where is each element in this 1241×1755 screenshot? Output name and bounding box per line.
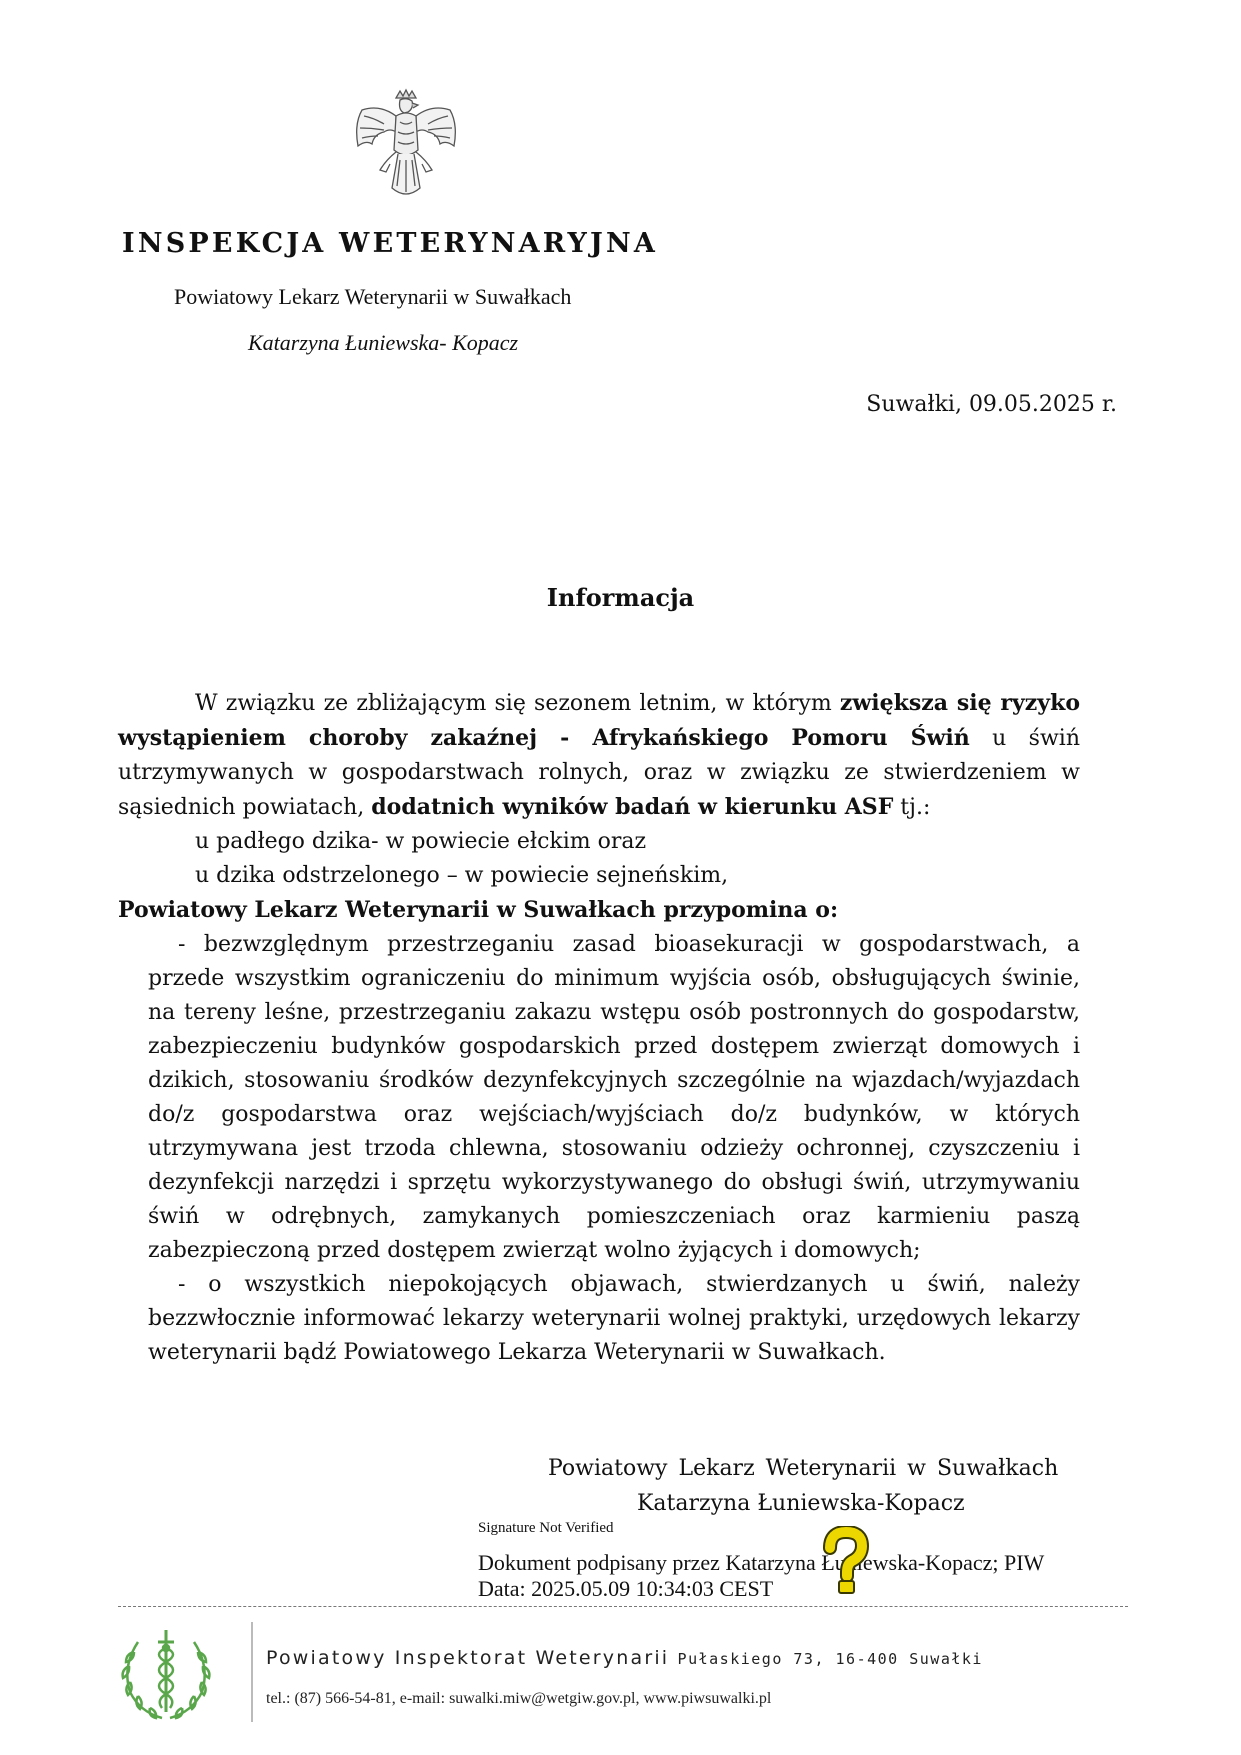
- organization-person: Katarzyna Łuniewska- Kopacz: [248, 330, 519, 355]
- question-mark-icon: [816, 1526, 876, 1596]
- footer-office: [266, 1647, 983, 1669]
- document-body: [118, 686, 1080, 1370]
- footer-office-name: Powiatowy Inspektorat Weterynarii: [266, 1647, 670, 1669]
- organization-title: INSPEKCJA WETERYNARYJNA: [122, 228, 659, 259]
- digital-signature-box: [478, 1520, 1138, 1602]
- signature-signed-by: Dokument podpisany przez Katarzyna Łuniewska-Kopacz; PIW: [478, 1550, 1045, 1575]
- case-line-1: u padłego dzika- w powiecie ełckim oraz: [195, 829, 647, 854]
- intro-text-3: tj.:: [893, 795, 931, 820]
- intro-bold-2: dodatnich wyników badań w kierunku ASF: [371, 794, 894, 820]
- veterinary-caduceus-logo-icon: [116, 1622, 216, 1724]
- reminder-heading: [118, 893, 1080, 928]
- intro-paragraph: [118, 686, 1080, 825]
- signature-status: Signature Not Verified: [478, 1520, 614, 1536]
- footer-divider: [118, 1606, 1128, 1607]
- signature-date: Data: 2025.05.09 10:34:03 CEST: [478, 1576, 774, 1601]
- polish-eagle-emblem-icon: [350, 88, 462, 208]
- signatory-role: Powiatowy Lekarz Weterynarii w Suwałkach: [548, 1456, 1059, 1481]
- reminder-list: [118, 928, 1080, 1370]
- intro-text-2: u świń utrzymywanych w gospodarstwach rolnych, oraz w związku ze stwierdzeniem w sąsiednich powiatach,: [118, 726, 1081, 820]
- reminder-item-report-symptoms: - o wszystkich niepokojących objawach, stwierdzanych u świń, należy bezzwłocznie informować lekarzy weterynarii wolnej praktyki, urzędowych lekarzy weterynarii bądź Powiatowego Lekarza Weterynarii w Suwałkach.: [148, 1272, 1080, 1365]
- footer-address: Pułaskiego 73, 16-400 Suwałki: [677, 1650, 983, 1668]
- footer-contact: tel.: (87) 566-54-81, e-mail: suwalki.miw@wetgiw.gov.pl, www.piwsuwalki.pl: [266, 1690, 772, 1707]
- reminder-heading-text: Powiatowy Lekarz Weterynarii w Suwałkach przypomina o:: [118, 897, 839, 923]
- footer-separator: [251, 1622, 253, 1722]
- signatory-name: Katarzyna Łuniewska-Kopacz: [637, 1491, 965, 1516]
- case-line-2: u dzika odstrzelonego – w powiecie sejneńskim,: [195, 863, 729, 888]
- organization-subtitle: Powiatowy Lekarz Weterynarii w Suwałkach: [174, 284, 572, 309]
- reminder-item-biosecurity: - bezwzględnym przestrzeganiu zasad bioasekuracji w gospodarstwach, a przede wszystkim ograniczeniu do minimum wyjścia osób, obsługujących świnie, na tereny leśne, przestrzeganiu zakazu wstępu osób postronnych do gospodarstw, zabezpieczeniu budynków gospodarskich przed dostępem zwierząt domowych i dzikich, stosowaniu środków dezynfekcyjnych szczególnie na wjazdach/wyjazdach do/z gospodarstwa oraz wejściach/wyjściach do/z budynków, w których utrzymywana jest trzoda chlewna, stosowaniu odzieży ochronnej, czyszczeniu i dezynfekcji narzędzi i sprzętu wykorzystywanego do obsługi świń, utrzymywaniu świń w odrębnych, zamykanych pomieszczeniach oraz karmieniu paszą zabezpieczoną przed dostępem zwierząt wolno żyjących i domowych;: [148, 932, 1080, 1263]
- place-and-date: Suwałki, 09.05.2025 r.: [866, 392, 1117, 417]
- intro-text-1: W związku ze zbliżającym się sezonem letnim, w którym: [195, 691, 840, 716]
- intro-bold-1: zwiększa się ryzyko wystąpieniem choroby zakaźnej - Afrykańskiego Pomoru Świń: [118, 690, 1080, 751]
- document-title: Informacja: [546, 583, 695, 612]
